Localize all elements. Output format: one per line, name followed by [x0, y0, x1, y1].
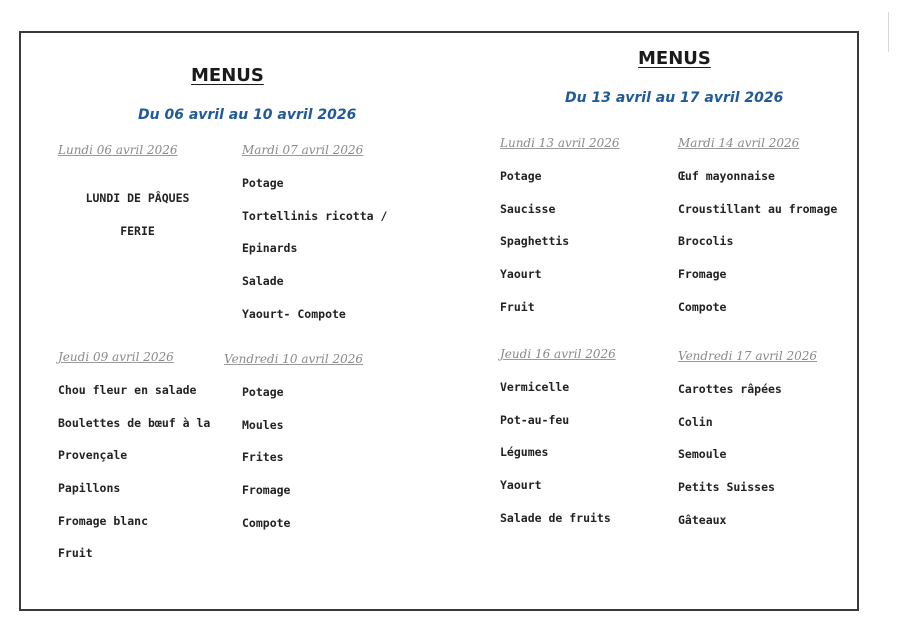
- menu-list-lundi-13: [500, 169, 569, 332]
- menu-item: Brocolis: [678, 234, 734, 249]
- day-heading-mardi-07: Mardi 07 avril 2026: [242, 143, 364, 157]
- menu-item: Fruit: [500, 299, 535, 314]
- scan-edge-mark: [888, 12, 889, 52]
- menu-list-jeudi-09: [58, 383, 210, 579]
- menu-item: Colin: [678, 414, 713, 429]
- menu-item: Vermicelle: [500, 380, 570, 394]
- menu-item: Yaourt: [500, 267, 542, 282]
- menu-item: Croustillant au fromage: [678, 201, 838, 216]
- menu-item: Fromage: [242, 483, 291, 498]
- menu-item: Pot-au-feu: [500, 412, 570, 427]
- menu-item: Compote: [242, 515, 291, 530]
- menu-item: Fromage: [678, 267, 727, 282]
- day-heading-lundi-13: Lundi 13 avril 2026: [500, 136, 620, 150]
- menu-item: Gâteaux: [678, 512, 727, 527]
- menu-list-mardi-14: [678, 169, 837, 332]
- right-menu-title: MENUS: [638, 48, 711, 69]
- menu-list-lundi-06: [60, 191, 215, 256]
- menu-item: Fruit: [58, 546, 93, 561]
- day-heading-lundi-06: Lundi 06 avril 2026: [58, 143, 178, 157]
- menu-item: Boulettes de bœuf à la: [58, 415, 211, 430]
- menu-item: Saucisse: [500, 201, 556, 216]
- menu-item: FERIE: [120, 223, 155, 238]
- day-heading-jeudi-16: Jeudi 16 avril 2026: [500, 347, 616, 361]
- day-heading-vendredi-10: Vendredi 10 avril 2026: [224, 352, 364, 366]
- menu-item: Salade: [242, 274, 284, 289]
- menu-item: Salade de fruits: [500, 510, 611, 525]
- menu-item: Carottes râpées: [678, 382, 782, 396]
- left-week-subtitle: Du 06 avril au 10 avril 2026: [138, 107, 357, 123]
- menu-item: Petits Suisses: [678, 480, 775, 495]
- menu-item: Epinards: [242, 241, 298, 256]
- day-heading-vendredi-17: Vendredi 17 avril 2026: [678, 349, 818, 363]
- menu-item: Provençale: [58, 448, 128, 463]
- menu-list-mardi-07: [242, 176, 387, 339]
- menu-item: Potage: [500, 169, 542, 183]
- menu-item: Fromage blanc: [58, 513, 149, 528]
- menu-list-vendredi-17: [678, 382, 782, 545]
- menu-item: Tortellinis ricotta /: [242, 208, 388, 223]
- menu-item: Papillons: [58, 481, 121, 496]
- menu-item: Semoule: [678, 447, 727, 462]
- menu-item: Yaourt- Compote: [242, 306, 346, 321]
- menu-list-jeudi-16: [500, 380, 611, 543]
- menu-item: Potage: [242, 176, 284, 190]
- menu-item: Œuf mayonnaise: [678, 169, 775, 183]
- day-heading-jeudi-09: Jeudi 09 avril 2026: [58, 350, 174, 364]
- menu-item: Compote: [678, 299, 727, 314]
- left-menu-title: MENUS: [191, 65, 264, 86]
- day-heading-mardi-14: Mardi 14 avril 2026: [678, 136, 800, 150]
- menu-list-vendredi-10: [242, 385, 290, 548]
- right-week-subtitle: Du 13 avril au 17 avril 2026: [565, 90, 784, 106]
- menu-item: Yaourt: [500, 478, 542, 493]
- menu-item: Potage: [242, 385, 284, 399]
- menu-item: Chou fleur en salade: [58, 383, 197, 397]
- menu-item: LUNDI DE PÂQUES: [85, 191, 190, 205]
- menu-item: Frites: [242, 450, 284, 465]
- menu-item: Légumes: [500, 445, 549, 460]
- menu-item: Spaghettis: [500, 234, 570, 249]
- menu-item: Moules: [242, 417, 284, 432]
